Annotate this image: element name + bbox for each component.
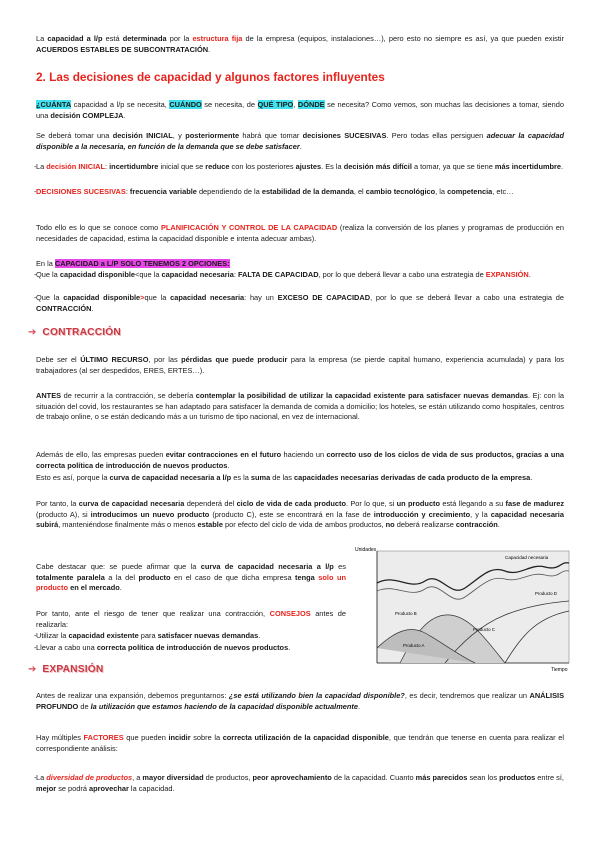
label-product-d: Producto D: [535, 591, 557, 596]
label-product-b: Producto B: [395, 611, 417, 616]
list-bullet: -: [34, 270, 37, 279]
list-bullet: -: [34, 162, 37, 171]
paragraph-advice: Por tanto, ante el riesgo de tener que realizar una contracción, CONSEJOS antes de realizarla:: [36, 609, 346, 629]
paragraph-life-cycle: Por tanto, la curva de capacidad necesaria dependerá del ciclo de vida de cada producto. Por lo que, si un producto está llegando a su fase de madurez (producto A), si introducimos un nuevo producto (producto C), este se encontrará en la fase de introducción y crecimiento, y la capacidad necesaria subirá, manteniéndose finalmente más o menos estable por efecto del ciclo de vida de ambos productos, no deberá realizarse contracción.: [36, 499, 565, 530]
paragraph-questions: ¿CUÁNTA capacidad a l/p se necesita, CUÁNDO se necesita, de QUÉ TIPO, DÓNDE se necesita? Como vemos, son muchas las decisiones a tomar, siendo una decisión COMPLEJA.: [36, 100, 564, 120]
list-item-use-capacity: Utilizar la capacidad existente para satisfacer nuevas demandas.: [36, 631, 261, 640]
list-item-successive: DECISIONES SUCESIVAS: frecuencia variable dependiendo de la estabilidad de la demanda, el cambio tecnológico, la competencia, etc…: [36, 187, 514, 196]
section-expansion-header: [28, 664, 103, 675]
list-bullet: -: [34, 187, 37, 196]
section-contraccion-header: [28, 327, 121, 338]
list-item-shortage: Que la capacidad disponible<que la capacidad necesaria: FALTA DE CAPACIDAD, por lo que deberá llevar a cabo una estrategia de EXPANSIÓN.: [36, 270, 531, 279]
paragraph-decisions: Se deberá tomar una decisión INICIAL, y posteriormente habrá que tomar decisiones SUCESIVAS. Pero todas ellas persiguen adecuar la capacidad disponible a la necesaria, en función de la demanda que se debe satisfacer.: [36, 131, 565, 151]
paragraph-before-expansion: Antes de realizar una expansión, debemos preguntarnos: ¿se está utilizando bien la capacidad disponible?, es decir, tendremos que realizar un ANÁLISIS PROFUNDO de la utilización que estamos haciendo de la capacidad disponible actualmente.: [36, 691, 564, 711]
list-bullet: -: [34, 643, 37, 652]
paragraph-options: En la CAPACIDAD a L/P SOLO TENEMOS 2 OPCIONES:: [36, 259, 230, 268]
label-capacity: Capacidad necesaria: [505, 555, 549, 560]
y-axis-label: Unidades: [355, 547, 377, 553]
label-product-a: Producto A: [403, 643, 425, 648]
list-item-new-products: Llevar a cabo una correcta política de introducción de nuevos productos.: [36, 643, 291, 652]
paragraph-parallel-curve: Cabe destacar que: se puede afirmar que la curva de capacidad necesaria a l/p es totalmente paralela a la del producto en el caso de que dicha empresa tenga solo un producto en el mercado.: [36, 562, 346, 593]
arrow-right-icon: ➔: [28, 327, 37, 338]
section-title: EXPANSIÓN: [42, 664, 104, 675]
label-product-c: Producto C: [473, 627, 495, 632]
list-bullet: -: [34, 293, 37, 302]
section-title: CONTRACCIÓN: [42, 327, 121, 338]
paragraph-planning: Todo ello es lo que se conoce como PLANIFICACIÓN Y CONTROL DE LA CAPACIDAD (realiza la conversión de los planes y programas de producción en necesidades de capacidad, estima la capacidad disponible e intenta adecuar ambas).: [36, 223, 564, 243]
list-item-excess: Que la capacidad disponible>que la capacidad necesaria: hay un EXCESO DE CAPACIDAD, por lo que se deberá llevar a cabo una estrategia de CONTRACCIÓN.: [36, 293, 564, 313]
product-life-cycle-figure: [355, 543, 573, 673]
paragraph-avoid-contraction: Además de ello, las empresas pueden evitar contracciones en el futuro haciendo un correcto uso de los ciclos de vida de sus productos, gracias a una correcta política de introducción de nuevos productos.: [36, 450, 564, 470]
list-bullet: -: [34, 631, 37, 640]
intro-paragraph: La capacidad a l/p está determinada por la estructura fija de la empresa (equipos, instalaciones…), pero esto no siempre es así, ya que pueden existir ACUERDOS ESTABLES DE SUBCONTRATACIÓN.: [36, 34, 564, 54]
list-item-diversity: La diversidad de productos, a mayor diversidad de productos, peor aprovechamiento de la capacidad. Cuanto más parecidos sean los productos entre sí, mejor se podrá aprovechar la capacidad.: [36, 773, 564, 793]
list-item-initial: La decisión INICIAL: incertidumbre inicial que se reduce con los posteriores ajustes. Es la decisión más difícil a tomar, ya que se tiene más incertidumbre.: [36, 162, 564, 171]
paragraph-sum-curve: Esto es así, porque la curva de capacidad necesaria a l/p es la suma de las capacidades necesarias derivadas de cada producto de la empresa.: [36, 473, 533, 482]
paragraph-before-contraction: ANTES de recurrir a la contracción, se debería contemplar la posibilidad de utilizar la capacidad existente para satisfacer nuevas demandas. Ej: con la situación del covid, los restaurantes se han adaptado para satisfacer la demanda de comida a domicilio; los hoteles, se están utilizando como hospitales, centros de trabajo online, o se están dedicando más a un turismo de tipo nacional, en vez de internacional.: [36, 391, 564, 422]
arrow-right-icon: ➔: [28, 664, 37, 675]
x-axis-label: Tiempo: [551, 667, 568, 673]
list-bullet: -: [34, 773, 37, 782]
paragraph-factors: Hay múltiples FACTORES que pueden incidir sobre la correcta utilización de la capacidad disponible, que tendrán que tenerse en cuenta para realizar el correspondiente análisis:: [36, 733, 564, 753]
section-heading: 2. Las decisiones de capacidad y algunos factores influyentes: [36, 70, 385, 84]
paragraph-last-resort: Debe ser el ÚLTIMO RECURSO, por las pérdidas que puede producir para la empresa (se pierde capital humano, experiencia acumulada) y para los trabajadores (al ser despedidos, ERES, ERTES…).: [36, 355, 564, 375]
